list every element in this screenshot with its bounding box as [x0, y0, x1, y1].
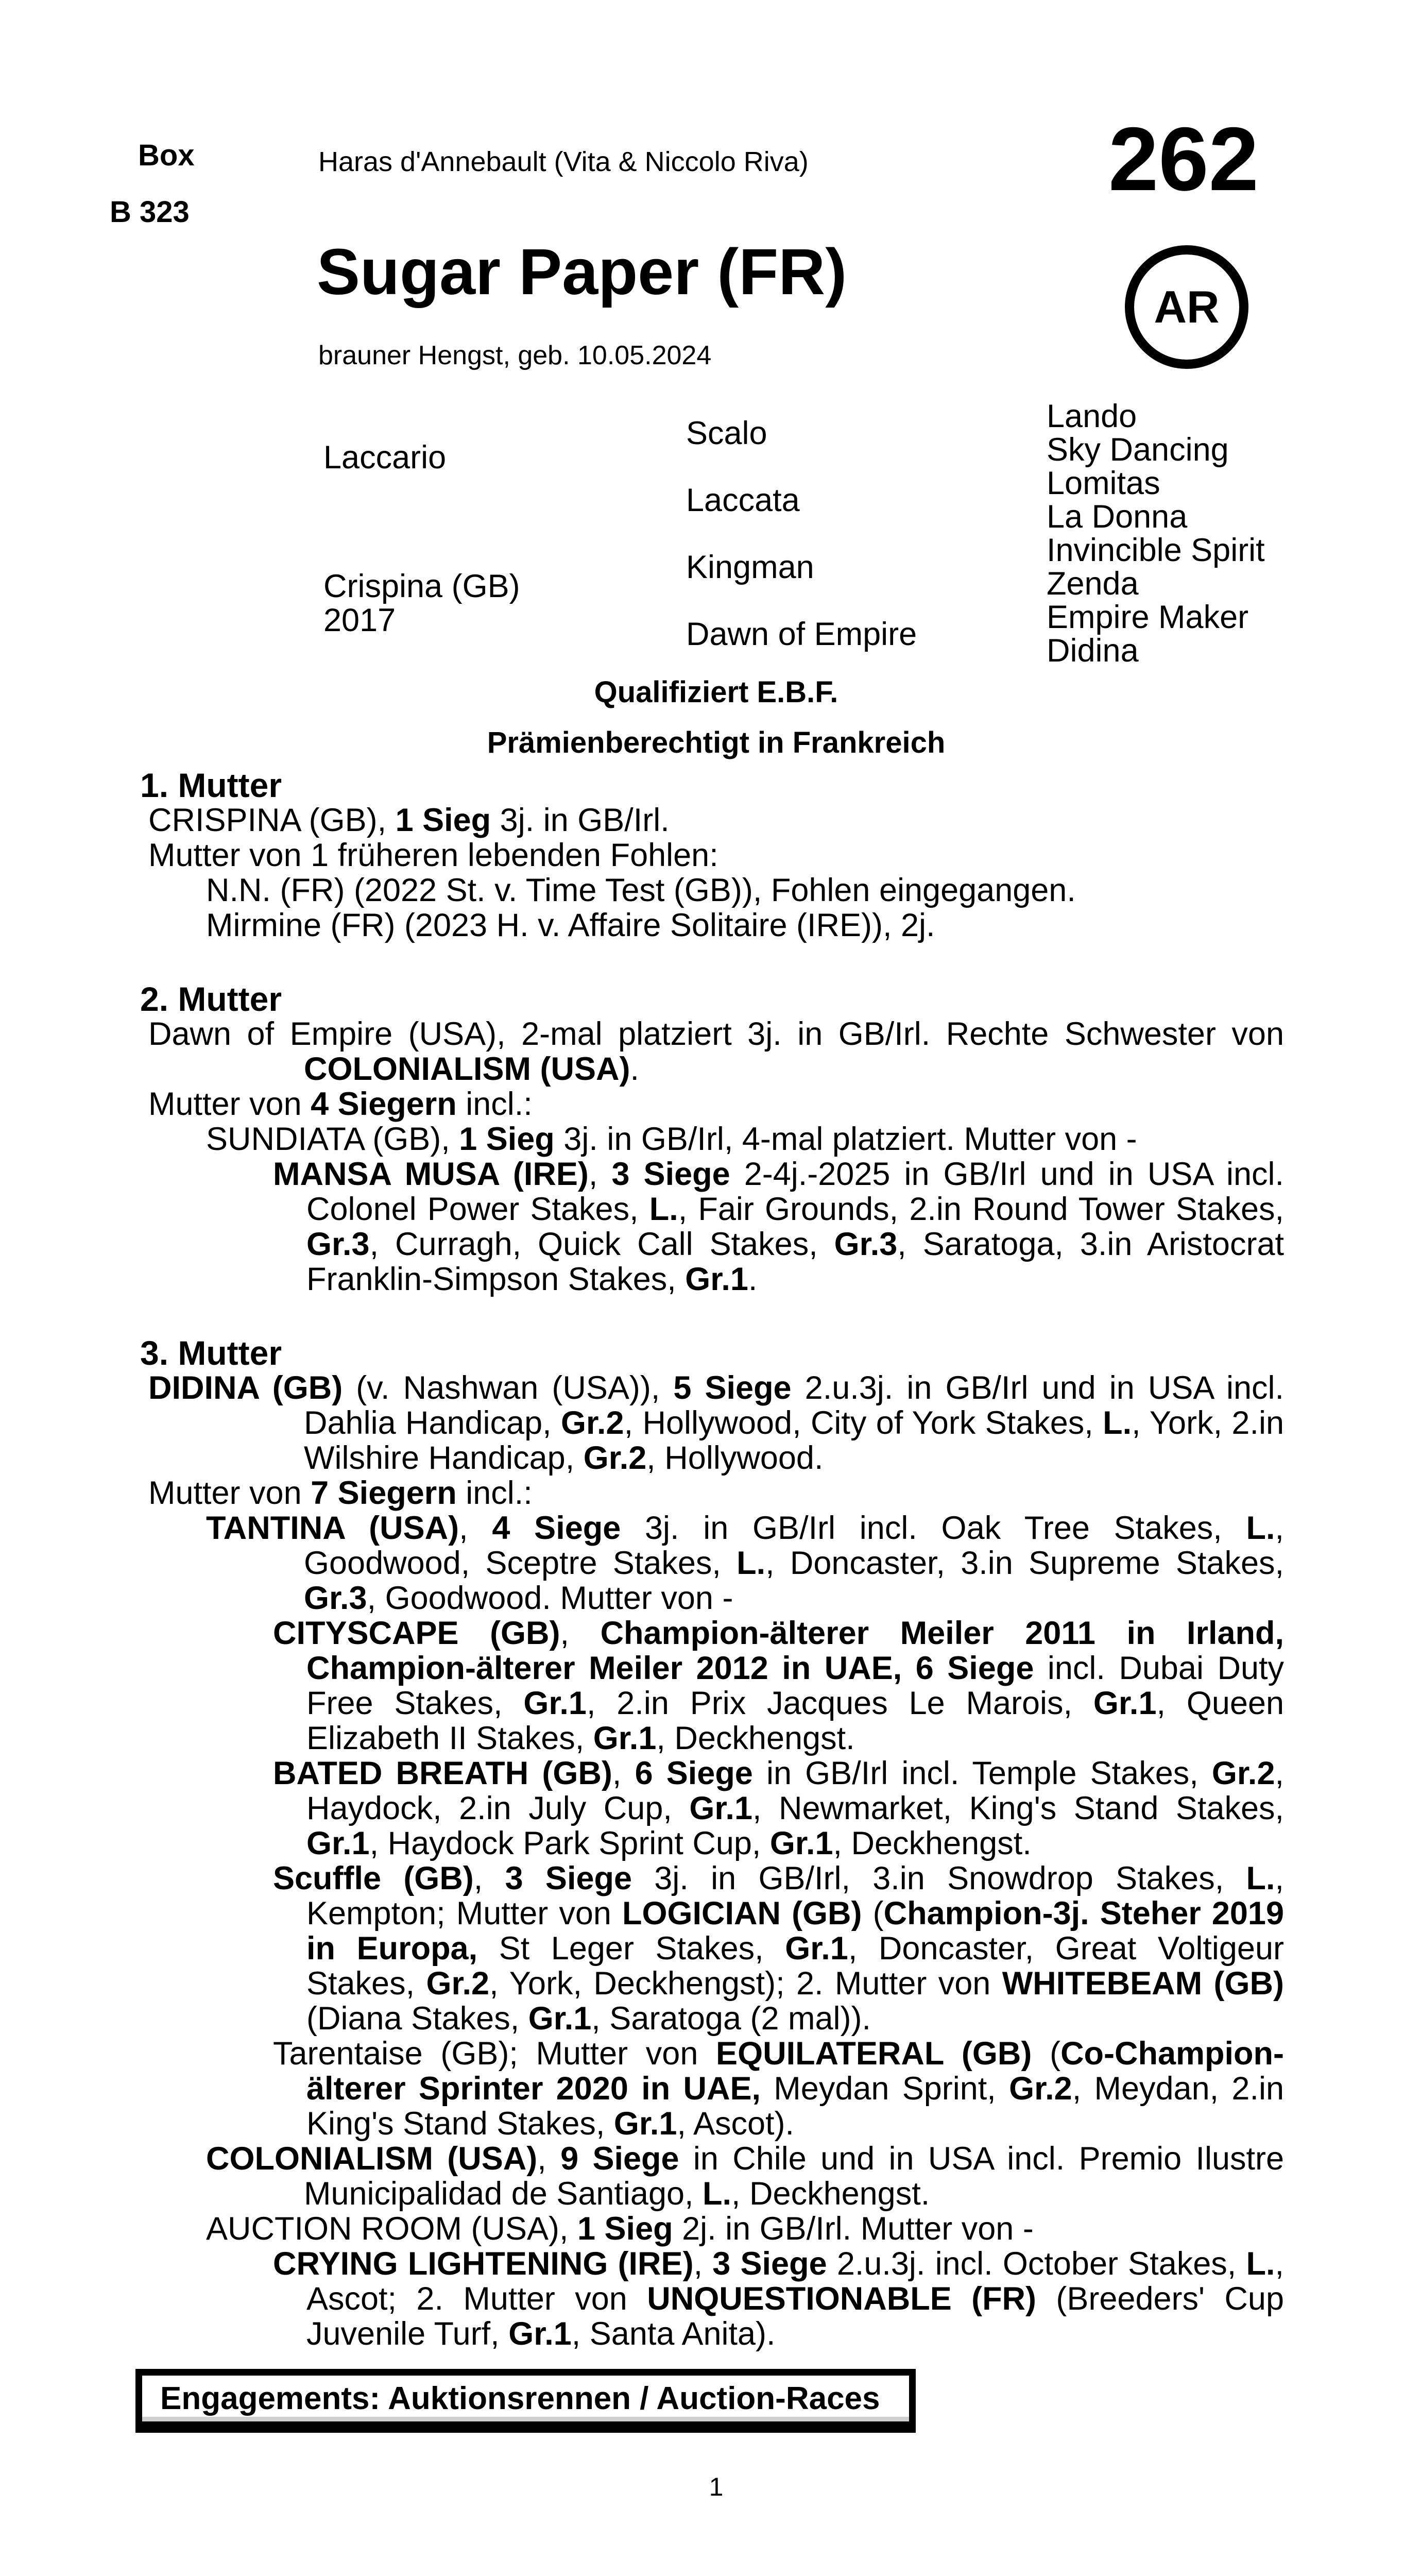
page-number: 1 — [709, 2472, 724, 2501]
catalog-paragraph: Mirmine (FR) (2023 H. v. Affaire Solitaire (IRE)), 2j. — [206, 907, 935, 943]
pedigree-gen2-name: Kingman — [686, 549, 814, 585]
catalog-paragraph: Mutter von 1 früheren lebenden Fohlen: — [148, 837, 718, 873]
catalog-paragraph: AUCTION ROOM (USA), 1 Sieg 2j. in GB/Irl. Mutter von - — [206, 2211, 1034, 2247]
pedigree-gen3-name: Sky Dancing — [1047, 432, 1229, 468]
catalog-paragraph: MANSA MUSA (IRE), 3 Siege 2-4j.-2025 in GB/Irl und in USA incl. Colonel Power Stakes, L., Fair Grounds, 2.in Round Tower Stakes, Gr.3, Curragh, Quick Call Stakes, Gr.3, Saratoga, 3.in Aristocrat Franklin-Simpson Stakes, Gr.1. — [273, 1156, 1285, 1297]
pedigree-dam-name: Crispina (GB) — [323, 568, 520, 604]
catalog-paragraph: Scuffle (GB), 3 Siege 3j. in GB/Irl, 3.in Snowdrop Stakes, L., Kempton; Mutter von LOGICIAN (GB) (Champion-3j. Steher 2019 in Europa, St Leger Stakes, Gr.1, Doncaster, Great Voltigeur Stakes, Gr.2, York, Deckhengst); 2. Mutter von WHITEBEAM (GB) (Diana Stakes, Gr.1, Saratoga (2 mal)). — [273, 1860, 1285, 2037]
pedigree-gen3-name: Lomitas — [1047, 465, 1160, 501]
catalog-paragraph: COLONIALISM (USA), 9 Siege in Chile und in USA incl. Premio Ilustre Municipalidad de Santiago, L., Deckhengst. — [206, 2141, 1284, 2212]
pedigree-dam — [323, 569, 520, 637]
horse-details: brauner Hengst, geb. 10.05.2024 — [318, 341, 712, 370]
mutter-section — [140, 980, 1285, 1297]
pedigree-gen3-name: Didina — [1047, 633, 1139, 669]
brand-code: AR — [1154, 281, 1220, 332]
catalog-paragraph: CRYING LIGHTENING (IRE), 3 Siege 2.u.3j. incl. October Stakes, L., Ascot; 2. Mutter von UNQUESTIONABLE (FR) (Breeders' Cup Juvenile Turf, Gr.1, Santa Anita). — [273, 2246, 1285, 2352]
catalog-paragraph: Mutter von 7 Siegern incl.: — [148, 1475, 533, 1511]
engagements-label: Engagements: Auktionsrennen / Auction-Races — [160, 2381, 880, 2416]
section-heading: 1. Mutter — [140, 766, 282, 804]
catalog-paragraph: Mutter von 4 Siegern incl.: — [148, 1086, 533, 1122]
catalog-paragraph: CITYSCAPE (GB), Champion-älterer Meiler 2011 in Irland, Champion-älterer Meiler 2012 in UAE, 6 Siege incl. Dubai Duty Free Stakes, Gr.1, 2.in Prix Jacques Le Marois, Gr.1, Queen Elizabeth II Stakes, Gr.1, Deckhengst. — [273, 1615, 1284, 1756]
family-history — [140, 766, 1285, 2352]
pedigree-gen2-name: Dawn of Empire — [686, 616, 917, 652]
catalog-paragraph: N.N. (FR) (2022 St. v. Time Test (GB)), Fohlen eingegangen. — [206, 872, 1076, 908]
qualification-ebf: Qualifiziert E.B.F. — [594, 675, 838, 709]
pedigree-gen2-name: Laccata — [686, 482, 800, 518]
pedigree-gen3-name: Empire Maker — [1047, 599, 1249, 635]
box-number: B 323 — [110, 195, 190, 229]
lot-number: 262 — [1108, 109, 1259, 210]
catalog-paragraph: TANTINA (USA), 4 Siege 3j. in GB/Irl incl. Oak Tree Stakes, L., Goodwood, Sceptre Stakes, L., Doncaster, 3.in Supreme Stakes, Gr.3, Goodwood. Mutter von - — [206, 1510, 1284, 1616]
horse-name: Sugar Paper (FR) — [317, 235, 847, 308]
pedigree-gen3-name: Invincible Spirit — [1047, 532, 1265, 568]
engagements-box — [135, 2369, 916, 2433]
qualification-premium: Prämienberechtigt in Frankreich — [487, 726, 946, 759]
pedigree-gen2-name: Scalo — [686, 415, 767, 451]
catalog-paragraph: CRISPINA (GB), 1 Sieg 3j. in GB/Irl. — [148, 802, 670, 838]
section-heading: 3. Mutter — [140, 1334, 282, 1372]
catalog-paragraph: SUNDIATA (GB), 1 Sieg 3j. in GB/Irl, 4-mal platziert. Mutter von - — [206, 1121, 1137, 1157]
catalog-paragraph: BATED BREATH (GB), 6 Siege in GB/Irl incl. Temple Stakes, Gr.2, Haydock, 2.in July Cup, Gr.1, Newmarket, King's Stand Stakes, Gr.1, Haydock Park Sprint Cup, Gr.1, Deckhengst. — [273, 1755, 1285, 1861]
mutter-section — [140, 766, 1284, 943]
box-label: Box — [138, 139, 195, 172]
consignor: Haras d'Annebault (Vita & Niccolo Riva) — [318, 146, 809, 177]
pedigree-gen3-name: Lando — [1047, 398, 1137, 434]
pedigree-gen3-name: La Donna — [1047, 499, 1188, 535]
section-heading: 2. Mutter — [140, 980, 282, 1018]
catalog-paragraph: Tarentaise (GB); Mutter von EQUILATERAL (GB) (Co-Champion-älterer Sprinter 2020 in UAE, Meydan Sprint, Gr.2, Meydan, 2.in King's Stand Stakes, Gr.1, Ascot). — [273, 2036, 1285, 2142]
brand-stamp-circle — [1125, 245, 1248, 369]
mutter-section — [140, 1334, 1285, 2352]
catalog-paragraph: Dawn of Empire (USA), 2-mal platziert 3j. in GB/Irl. Rechte Schwester von COLONIALISM (USA). — [148, 1016, 1284, 1087]
pedigree-gen3-name: Zenda — [1047, 566, 1139, 602]
pedigree-dam-year: 2017 — [323, 602, 396, 638]
pedigree-sire: Laccario — [323, 439, 447, 476]
catalog-paragraph: DIDINA (GB) (v. Nashwan (USA)), 5 Siege 2.u.3j. in GB/Irl und in USA incl. Dahlia Handicap, Gr.2, Hollywood, City of York Stakes, L., York, 2.in Wilshire Handicap, Gr.2, Hollywood. — [148, 1370, 1285, 1476]
